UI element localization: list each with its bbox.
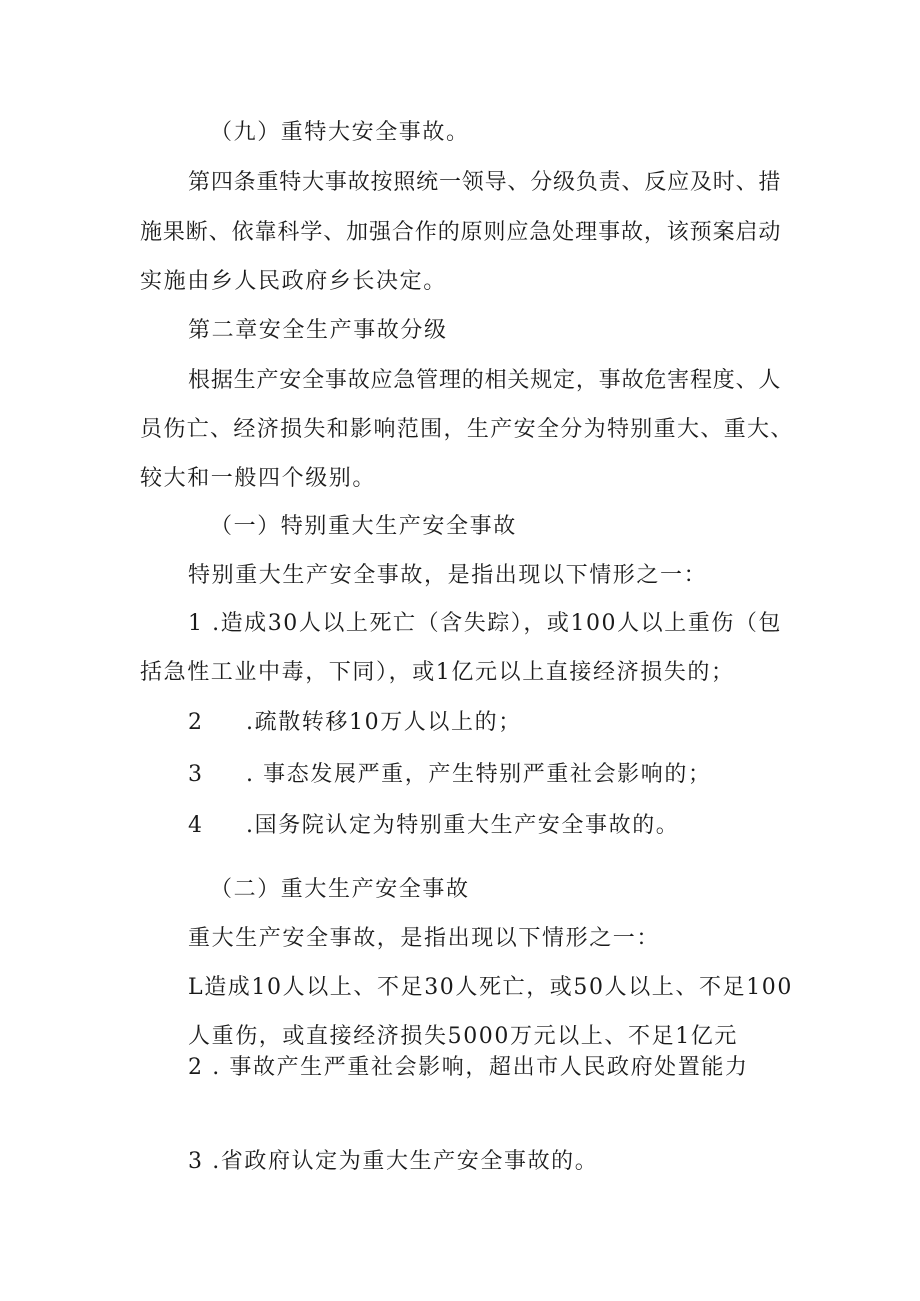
article-4-line-1 <box>188 168 781 198</box>
text: .国务院认定为特别重大生产安全事故的。 <box>246 813 680 838</box>
text: 重大生产安全事故，是指出现以下情形之一： <box>188 926 661 951</box>
text: 施果断、依靠科学、加强合作的原则应急处理事故，该预案启动 <box>140 220 782 245</box>
text: 4 <box>188 813 204 838</box>
text: 第四条重特大事故按照统一领导、分级负责、反应及时、措 <box>188 170 782 195</box>
text: 较大和一般四个级别。 <box>140 466 377 491</box>
text: . 事态发展严重，产生特别严重社会影响的； <box>246 762 712 787</box>
item-9-heading <box>210 118 470 148</box>
level-1-item-3-number <box>188 760 204 790</box>
text: 根据生产安全事故应急管理的相关规定，事故危害程度、人 <box>188 368 782 393</box>
text: .疏散转移10万人以上的； <box>246 710 522 735</box>
level-1-item-4-number <box>188 811 204 841</box>
level-1-item-2-text <box>246 708 522 738</box>
classification-line-2 <box>140 415 794 445</box>
text: 特别重大生产安全事故，是指出现以下情形之一： <box>188 563 708 588</box>
level-2-item-3 <box>188 1147 598 1177</box>
text: （一）特别重大生产安全事故 <box>210 514 517 539</box>
text: 3 .省政府认定为重大生产安全事故的。 <box>188 1149 599 1174</box>
text: 实施由乡人民政府乡长决定。 <box>140 269 447 294</box>
text: 括急性工业中毒，下同），或1亿元以上直接经济损失的； <box>140 660 735 685</box>
classification-line-3 <box>140 464 376 494</box>
text: 2 <box>188 710 204 735</box>
level-2-item-1-line-1 <box>188 973 793 1003</box>
level-1-item-4-text <box>246 811 679 841</box>
level-1-heading <box>210 512 517 542</box>
classification-line-1 <box>188 366 781 396</box>
text: 3 <box>188 762 204 787</box>
chapter-2-title <box>188 316 448 346</box>
text: 1 .造成30人以上死亡（含失踪），或100人以上重伤（包 <box>188 611 782 636</box>
level-1-item-1-line-2 <box>140 658 735 688</box>
level-2-heading <box>210 875 470 905</box>
text: 员伤亡、经济损失和影响范围，生产安全分为特别重大、重大、 <box>140 417 794 442</box>
level-2-item-1-line-2 <box>188 1022 738 1052</box>
article-4-line-3 <box>140 267 447 297</box>
text: 2 . 事故产生严重社会影响，超出市人民政府处置能力 <box>188 1055 749 1080</box>
text: 第二章安全生产事故分级 <box>188 318 448 343</box>
text: （二）重大生产安全事故 <box>210 877 470 902</box>
article-4-line-2 <box>140 218 781 248</box>
level-2-intro <box>188 924 660 954</box>
level-2-item-2 <box>188 1053 749 1083</box>
text: 人重伤，或直接经济损失5000万元以上、不足1亿元 <box>188 1024 738 1049</box>
level-1-item-2-number <box>188 708 204 738</box>
level-1-intro <box>188 561 707 591</box>
level-1-item-3-text <box>246 760 712 790</box>
text: （九）重特大安全事故。 <box>210 120 470 145</box>
text: L造成10人以上、不足30人死亡，或50人以上、不足100 <box>188 975 793 1000</box>
level-1-item-1-line-1 <box>188 609 782 639</box>
